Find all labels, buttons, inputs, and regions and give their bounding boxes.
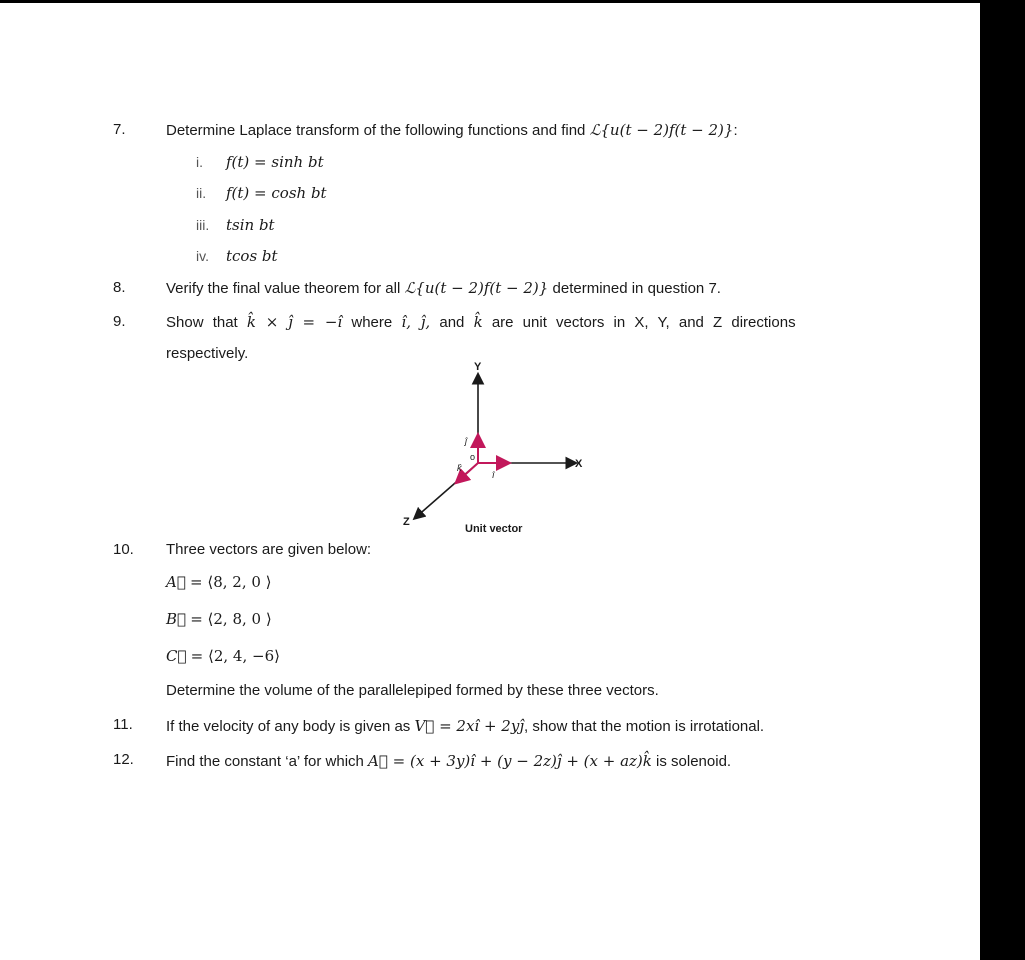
question-8-text [166, 279, 721, 297]
question-11-text [166, 717, 764, 735]
question-7-item-3 [196, 216, 275, 234]
diagram-caption: Unit vector [465, 523, 523, 535]
axis-label-z: Z [403, 516, 410, 528]
question-10-intro: Three vectors are given below: [166, 541, 372, 558]
vector-b [166, 610, 272, 628]
question-8-prefix: Verify the final value theorem for all [166, 280, 405, 297]
item-expression: f(t) = cosh bt [226, 184, 327, 202]
item-expression: tcos bt [226, 247, 278, 265]
item-roman: iv. [196, 248, 209, 264]
question-10-number: 10. [113, 541, 134, 558]
question-9-text-d: are unit vectors in X, Y, and Z directions [482, 314, 796, 331]
label-j: ĵ [465, 436, 467, 446]
question-9-units: î, ĵ, [401, 313, 431, 331]
question-9-text-b: where [342, 314, 402, 331]
question-7-math: ℒ{u(t − 2)f(t − 2)} [589, 121, 734, 139]
question-11-suffix: , show that the motion is irrotational. [523, 718, 765, 735]
item-roman: iii. [196, 217, 210, 233]
label-k: k̂ [457, 463, 462, 473]
question-9-text-c: and [430, 314, 474, 331]
vector-value: = ⟨8, 2, 0 ⟩ [190, 573, 272, 591]
vector-name: B⃗ [166, 610, 187, 628]
question-10-question: Determine the volume of the parallelepiped formed by these three vectors. [166, 682, 659, 699]
question-12-prefix: Find the constant ‘a’ for which [166, 753, 369, 770]
question-12-text [166, 752, 731, 770]
question-8-math: ℒ{u(t − 2)f(t − 2)} [404, 279, 549, 297]
question-12-math: A⃗ = (x + 3y)î + (y − 2z)ĵ + (x + az)k̂ [368, 752, 652, 770]
question-9-k: k̂ [473, 313, 483, 331]
unit-vector-diagram [395, 358, 635, 538]
question-12-number: 12. [113, 751, 134, 768]
right-border [980, 0, 1025, 960]
question-7-item-2 [196, 184, 327, 202]
question-9-number: 9. [113, 313, 126, 330]
item-roman: ii. [196, 185, 207, 201]
item-roman: i. [196, 154, 203, 170]
vector-c [166, 647, 280, 665]
question-9-line-2: respectively. [166, 345, 249, 362]
question-12-suffix: is solenoid. [651, 753, 732, 770]
question-7-number: 7. [113, 121, 126, 138]
question-9-text-a: Show that [166, 314, 247, 331]
question-11-prefix: If the velocity of any body is given as [166, 718, 415, 735]
vector-name: C⃗ [166, 647, 187, 665]
item-expression: f(t) = sinh bt [226, 153, 324, 171]
axis-label-x: X [575, 458, 583, 470]
question-7-prefix: Determine Laplace transform of the following functions and find [166, 122, 590, 139]
question-9-line-1 [166, 313, 796, 331]
question-7-suffix: : [733, 122, 738, 139]
vector-name: A⃗ [166, 573, 186, 591]
origin-label: o [470, 452, 476, 462]
question-8-suffix: determined in question 7. [548, 280, 721, 297]
top-border [0, 0, 980, 3]
axis-label-y: Y [474, 361, 482, 373]
question-9-math: k̂ × ĵ = −î [246, 313, 343, 331]
question-11-math: V⃗ = 2xî + 2yĵ [414, 717, 524, 735]
question-7-item-4 [196, 247, 278, 265]
question-7-item-1 [196, 153, 324, 171]
item-expression: tsin bt [226, 216, 275, 234]
question-7-text [166, 121, 738, 139]
question-8-number: 8. [113, 279, 126, 296]
label-i: î [492, 470, 495, 480]
question-11-number: 11. [113, 716, 133, 733]
vector-value: = ⟨2, 4, −6⟩ [190, 647, 280, 665]
vector-a [166, 573, 272, 591]
vector-value: = ⟨2, 8, 0 ⟩ [190, 610, 272, 628]
